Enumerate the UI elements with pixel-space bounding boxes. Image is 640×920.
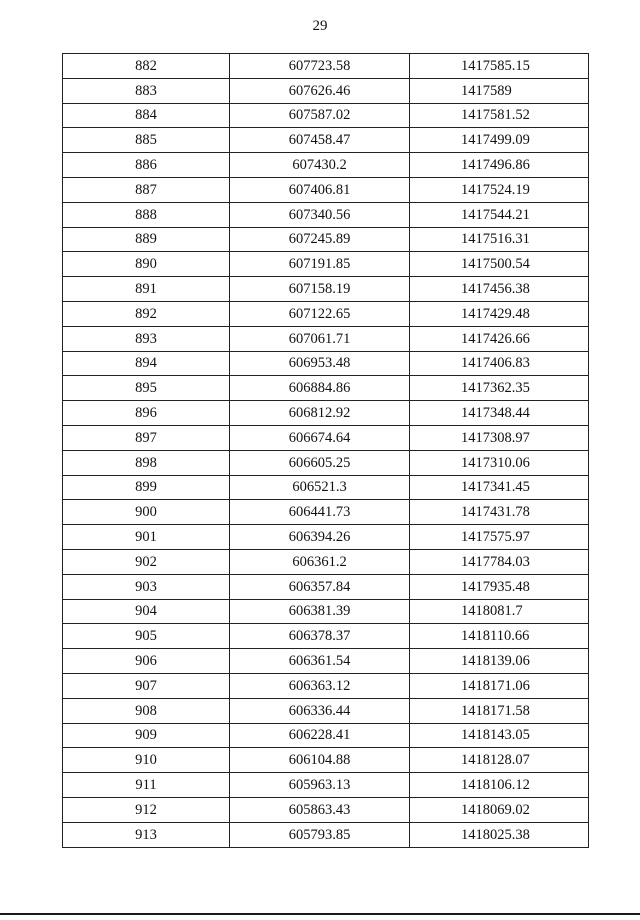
point-number-cell: 900 [63, 500, 230, 525]
x-coordinate-cell: 607061.71 [230, 326, 410, 351]
y-coordinate-cell: 1417496.86 [410, 153, 589, 178]
x-coordinate-cell: 606361.2 [230, 549, 410, 574]
y-coordinate-cell: 1418081.7 [410, 599, 589, 624]
point-number-cell: 884 [63, 103, 230, 128]
point-number-cell: 903 [63, 574, 230, 599]
y-coordinate-cell: 1417456.38 [410, 277, 589, 302]
x-coordinate-cell: 606812.92 [230, 401, 410, 426]
y-coordinate-cell: 1418171.58 [410, 698, 589, 723]
table-row [63, 599, 589, 624]
x-coordinate-cell: 606605.25 [230, 450, 410, 475]
y-coordinate-cell: 1417500.54 [410, 252, 589, 277]
x-coordinate-cell: 606357.84 [230, 574, 410, 599]
table-row [63, 103, 589, 128]
y-coordinate-cell: 1418171.06 [410, 673, 589, 698]
y-coordinate-cell: 1418139.06 [410, 649, 589, 674]
point-number-cell: 907 [63, 673, 230, 698]
x-coordinate-cell: 606884.86 [230, 376, 410, 401]
x-coordinate-cell: 606674.64 [230, 425, 410, 450]
point-number-cell: 904 [63, 599, 230, 624]
x-coordinate-cell: 606361.54 [230, 649, 410, 674]
x-coordinate-cell: 607191.85 [230, 252, 410, 277]
x-coordinate-cell: 607587.02 [230, 103, 410, 128]
table-row [63, 822, 589, 847]
table-row [63, 698, 589, 723]
y-coordinate-cell: 1417585.15 [410, 54, 589, 79]
coordinates-table-body [63, 54, 589, 848]
point-number-cell: 886 [63, 153, 230, 178]
x-coordinate-cell: 607430.2 [230, 153, 410, 178]
point-number-cell: 911 [63, 773, 230, 798]
point-number-cell: 894 [63, 351, 230, 376]
x-coordinate-cell: 606228.41 [230, 723, 410, 748]
y-coordinate-cell: 1417431.78 [410, 500, 589, 525]
point-number-cell: 891 [63, 277, 230, 302]
x-coordinate-cell: 607122.65 [230, 301, 410, 326]
point-number-cell: 898 [63, 450, 230, 475]
table-row [63, 153, 589, 178]
table-row [63, 326, 589, 351]
table-row [63, 376, 589, 401]
table-row [63, 525, 589, 550]
x-coordinate-cell: 607626.46 [230, 78, 410, 103]
point-number-cell: 906 [63, 649, 230, 674]
point-number-cell: 887 [63, 177, 230, 202]
point-number-cell: 890 [63, 252, 230, 277]
point-number-cell: 895 [63, 376, 230, 401]
y-coordinate-cell: 1417544.21 [410, 202, 589, 227]
point-number-cell: 885 [63, 128, 230, 153]
y-coordinate-cell: 1417784.03 [410, 549, 589, 574]
table-row [63, 773, 589, 798]
x-coordinate-cell: 607723.58 [230, 54, 410, 79]
point-number-cell: 909 [63, 723, 230, 748]
table-row [63, 425, 589, 450]
x-coordinate-cell: 606953.48 [230, 351, 410, 376]
point-number-cell: 882 [63, 54, 230, 79]
point-number-cell: 910 [63, 748, 230, 773]
table-row [63, 624, 589, 649]
y-coordinate-cell: 1417581.52 [410, 103, 589, 128]
x-coordinate-cell: 606378.37 [230, 624, 410, 649]
x-coordinate-cell: 606441.73 [230, 500, 410, 525]
y-coordinate-cell: 1417516.31 [410, 227, 589, 252]
point-number-cell: 913 [63, 822, 230, 847]
y-coordinate-cell: 1417406.83 [410, 351, 589, 376]
x-coordinate-cell: 607340.56 [230, 202, 410, 227]
point-number-cell: 893 [63, 326, 230, 351]
y-coordinate-cell: 1417499.09 [410, 128, 589, 153]
point-number-cell: 905 [63, 624, 230, 649]
table-row [63, 277, 589, 302]
y-coordinate-cell: 1418143.05 [410, 723, 589, 748]
x-coordinate-cell: 606104.88 [230, 748, 410, 773]
y-coordinate-cell: 1418025.38 [410, 822, 589, 847]
x-coordinate-cell: 605793.85 [230, 822, 410, 847]
table-row [63, 202, 589, 227]
y-coordinate-cell: 1417362.35 [410, 376, 589, 401]
table-row [63, 252, 589, 277]
x-coordinate-cell: 607406.81 [230, 177, 410, 202]
x-coordinate-cell: 606521.3 [230, 475, 410, 500]
table-row [63, 227, 589, 252]
x-coordinate-cell: 606381.39 [230, 599, 410, 624]
bottom-scan-edge [0, 913, 640, 915]
table-row [63, 128, 589, 153]
table-row [63, 401, 589, 426]
table-row [63, 797, 589, 822]
table-row [63, 475, 589, 500]
y-coordinate-cell: 1418128.07 [410, 748, 589, 773]
y-coordinate-cell: 1417308.97 [410, 425, 589, 450]
table-row [63, 450, 589, 475]
y-coordinate-cell: 1417935.48 [410, 574, 589, 599]
x-coordinate-cell: 606394.26 [230, 525, 410, 550]
y-coordinate-cell: 1417575.97 [410, 525, 589, 550]
table-row [63, 649, 589, 674]
table-row [63, 54, 589, 79]
point-number-cell: 912 [63, 797, 230, 822]
point-number-cell: 883 [63, 78, 230, 103]
coordinates-table [62, 53, 589, 848]
y-coordinate-cell: 1417310.06 [410, 450, 589, 475]
point-number-cell: 896 [63, 401, 230, 426]
table-row [63, 301, 589, 326]
y-coordinate-cell: 1418106.12 [410, 773, 589, 798]
table-row [63, 549, 589, 574]
table-row [63, 574, 589, 599]
x-coordinate-cell: 607158.19 [230, 277, 410, 302]
point-number-cell: 902 [63, 549, 230, 574]
point-number-cell: 897 [63, 425, 230, 450]
point-number-cell: 888 [63, 202, 230, 227]
x-coordinate-cell: 605963.13 [230, 773, 410, 798]
y-coordinate-cell: 1417341.45 [410, 475, 589, 500]
point-number-cell: 908 [63, 698, 230, 723]
x-coordinate-cell: 605863.43 [230, 797, 410, 822]
table-row [63, 500, 589, 525]
x-coordinate-cell: 606336.44 [230, 698, 410, 723]
y-coordinate-cell: 1417426.66 [410, 326, 589, 351]
y-coordinate-cell: 1418110.66 [410, 624, 589, 649]
table-row [63, 177, 589, 202]
x-coordinate-cell: 607245.89 [230, 227, 410, 252]
point-number-cell: 889 [63, 227, 230, 252]
y-coordinate-cell: 1418069.02 [410, 797, 589, 822]
y-coordinate-cell: 1417429.48 [410, 301, 589, 326]
point-number-cell: 901 [63, 525, 230, 550]
y-coordinate-cell: 1417348.44 [410, 401, 589, 426]
point-number-cell: 892 [63, 301, 230, 326]
table-row [63, 723, 589, 748]
table-row [63, 673, 589, 698]
point-number-cell: 899 [63, 475, 230, 500]
y-coordinate-cell: 1417524.19 [410, 177, 589, 202]
page-number: 29 [312, 18, 328, 34]
x-coordinate-cell: 606363.12 [230, 673, 410, 698]
table-row [63, 351, 589, 376]
y-coordinate-cell: 1417589 [410, 78, 589, 103]
table-row [63, 78, 589, 103]
x-coordinate-cell: 607458.47 [230, 128, 410, 153]
table-row [63, 748, 589, 773]
